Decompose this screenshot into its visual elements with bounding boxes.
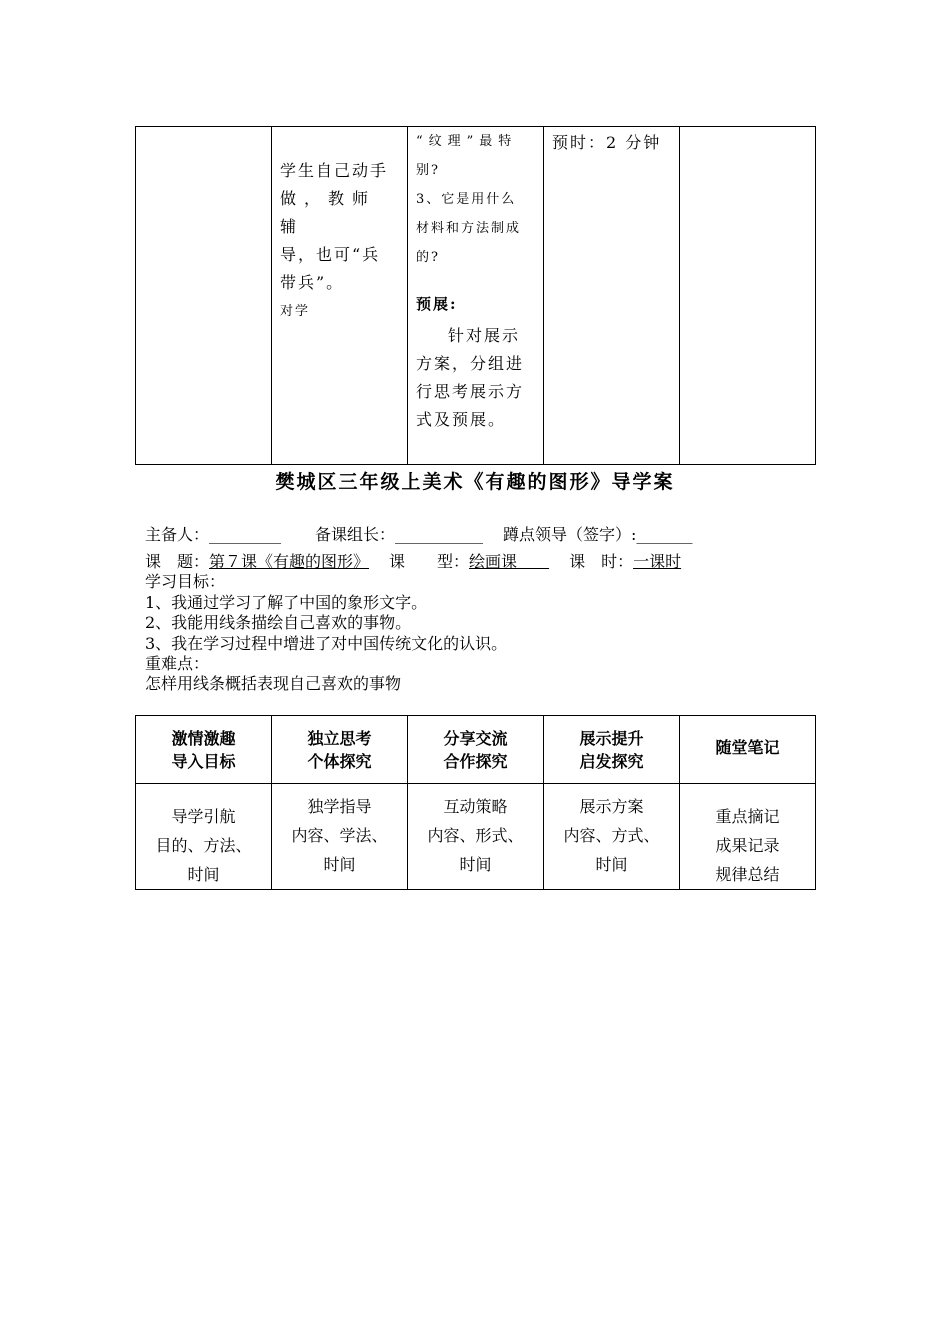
body-line: 导学引航 [171,807,236,826]
objective-item: 1、我通过学习了解了中国的象形文字。 [145,593,428,612]
header-line: 展示提升 [579,728,644,748]
header-line: 独立思考 [307,728,372,748]
body-cell [544,784,680,890]
header-cell [544,716,680,784]
header-line: 个体探究 [307,751,372,771]
question-line: 材料和方法制成 [416,221,522,236]
header-line: 导入目标 [171,751,236,771]
time-cell [544,127,680,465]
body-line: 独学指导 [307,797,372,816]
document-title: 樊城区三年级上美术《有趣的图形》导学案 [275,471,675,493]
body-cell [136,784,272,890]
body-cell [680,784,816,890]
activity-line: 做，教师辅 [280,189,377,236]
question-line: 别? [416,163,440,178]
empty-cell [136,127,272,465]
preview-line: 式及预展。 [416,410,507,429]
header-line: 分享交流 [443,728,508,748]
preparer-label: 主备人： [145,525,210,544]
preview-line: 方案，分组进 [416,354,525,373]
continued-lesson-table [135,126,816,465]
group-leader-label: 备课组长： [315,525,396,544]
header-cell [272,716,408,784]
body-line: 时间 [187,865,220,884]
body-line: 展示方案 [579,797,644,816]
guide-table [135,715,816,890]
preview-line: 行思考展示方 [416,382,525,401]
objective-item: 3、我在学习过程中增进了对中国传统文化的认识。 [145,634,508,653]
type-value: 绘画课 [469,552,550,571]
group-leader-value: ___________ [395,525,484,544]
body-cell [272,784,408,890]
header-cell [408,716,544,784]
header-line: 随堂笔记 [715,738,780,757]
course-line [145,552,681,572]
objective-item: 2、我能用线条描绘自己喜欢的事物。 [145,613,412,632]
preview-heading: 预展: [416,295,458,313]
body-line: 互动策略 [443,797,508,816]
difficulties-text: 怎样用线条概括表现自己喜欢的事物 [145,674,402,693]
difficulties-heading: 重难点： [145,654,210,673]
preparer-value: _________ [209,525,282,544]
body-line: 规律总结 [715,865,780,884]
header-line: 激情激趣 [171,728,236,748]
body-line: 时间 [323,855,356,874]
header-cell [136,716,272,784]
activity-note: 对学 [280,304,311,319]
topic-value: 第７课《有趣的图形》 [209,552,370,571]
hours-label: 课 时： [569,552,634,571]
body-line: 目的、方法、 [155,836,252,855]
body-line: 重点摘记 [715,807,780,826]
question-line: “纹理”最特 [416,134,518,149]
body-line: 成果记录 [715,836,780,855]
leader-value: _______ [636,525,693,544]
activity-cell [272,127,408,465]
staff-line [145,525,692,545]
time-text: 预时：2 分钟 [552,133,662,152]
question-line: 3、它是用什么 [416,192,517,207]
type-label: 课 型： [389,552,470,571]
question-line: 的? [416,250,440,265]
preview-line: 针对展示 [448,326,521,345]
header-line: 合作探究 [443,751,508,771]
body-line: 时间 [459,855,492,874]
header-line: 启发探究 [579,751,644,771]
hours-value: 一课时 [633,552,682,571]
activity-line: 导，也可“兵 [280,245,381,264]
leader-label: 蹲点领导（签字）: [503,525,637,544]
topic-label: 课 题： [145,552,210,571]
body-line: 时间 [595,855,628,874]
header-cell [680,716,816,784]
body-line: 内容、方式、 [563,826,660,845]
body-line: 内容、学法、 [291,826,388,845]
objectives-heading: 学习目标： [145,572,226,591]
activity-line: 带兵”。 [280,273,345,292]
question-cell [408,127,544,465]
body-line: 内容、形式、 [427,826,524,845]
body-cell [408,784,544,890]
activity-line: 学生自己动手 [280,161,389,180]
notes-cell [680,127,816,465]
